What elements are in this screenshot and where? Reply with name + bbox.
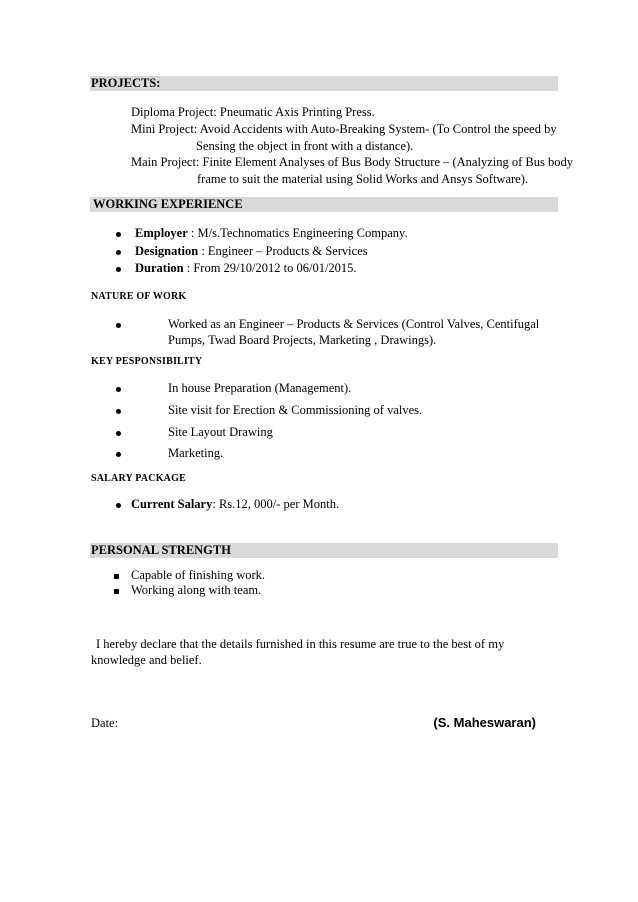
square-bullet-icon bbox=[114, 574, 119, 579]
designation-row bbox=[135, 244, 368, 259]
duration-value: : From 29/10/2012 to 06/01/2015. bbox=[186, 261, 357, 275]
bullet-icon bbox=[116, 323, 121, 328]
projects-heading: PROJECTS: bbox=[91, 76, 161, 90]
list-item: Capable of finishing work. bbox=[131, 568, 266, 582]
salary-package-heading: SALARY PACKAGE bbox=[91, 473, 186, 484]
list-item: Site visit for Erection & Commissioning of valves. bbox=[168, 403, 423, 417]
nature-of-work-line2: Pumps, Twad Board Projects, Marketing , Drawings). bbox=[168, 333, 437, 347]
list-item: In house Preparation (Management). bbox=[168, 381, 352, 395]
list-item: Working along with team. bbox=[131, 583, 262, 597]
employer-label: Employer bbox=[135, 226, 188, 240]
salary-row bbox=[131, 497, 339, 512]
bullet-icon bbox=[116, 232, 121, 237]
employer-value: : M/s.Technomatics Engineering Company. bbox=[190, 226, 408, 240]
designation-value: : Engineer – Products & Services bbox=[201, 244, 368, 258]
square-bullet-icon bbox=[114, 589, 119, 594]
duration-label: Duration bbox=[135, 261, 184, 275]
personal-strength-heading: PERSONAL STRENGTH bbox=[91, 543, 231, 557]
bullet-icon bbox=[116, 431, 121, 436]
mini-project-line1: Mini Project: Avoid Accidents with Auto-Breaking System- (To Control the speed by bbox=[131, 122, 557, 136]
duration-row bbox=[135, 261, 357, 276]
declaration-line2: knowledge and belief. bbox=[91, 653, 202, 667]
list-item: Marketing. bbox=[168, 446, 224, 460]
nature-of-work-line1: Worked as an Engineer – Products & Services (Control Valves, Centifugal bbox=[168, 317, 540, 331]
mini-project-line2: Sensing the object in front with a distance). bbox=[196, 139, 414, 153]
salary-label: Current Salary bbox=[131, 497, 213, 511]
date-label: Date: bbox=[91, 716, 119, 730]
bullet-icon bbox=[116, 387, 121, 392]
employer-row bbox=[135, 226, 408, 241]
bullet-icon bbox=[116, 250, 121, 255]
working-experience-heading: WORKING EXPERIENCE bbox=[93, 197, 243, 211]
diploma-project: Diploma Project: Pneumatic Axis Printing Press. bbox=[131, 105, 375, 119]
main-project-line2: frame to suit the material using Solid Works and Ansys Software). bbox=[197, 172, 529, 186]
bullet-icon bbox=[116, 409, 121, 414]
bullet-icon bbox=[116, 503, 121, 508]
designation-label: Designation bbox=[135, 244, 199, 258]
bullet-icon bbox=[116, 452, 121, 457]
bullet-icon bbox=[116, 267, 121, 272]
declaration-line1: I hereby declare that the details furnished in this resume are true to the best of my bbox=[96, 637, 505, 651]
list-item: Site Layout Drawing bbox=[168, 425, 273, 439]
main-project-line1: Main Project: Finite Element Analyses of Bus Body Structure – (Analyzing of Bus body bbox=[131, 155, 573, 169]
salary-value: : Rs.12, 000/- per Month. bbox=[212, 497, 340, 511]
nature-of-work-heading: NATURE OF WORK bbox=[91, 291, 187, 302]
key-responsibility-heading: KEY PESPONSIBILITY bbox=[91, 356, 203, 367]
signature-name: (S. Maheswaran) bbox=[433, 715, 536, 730]
